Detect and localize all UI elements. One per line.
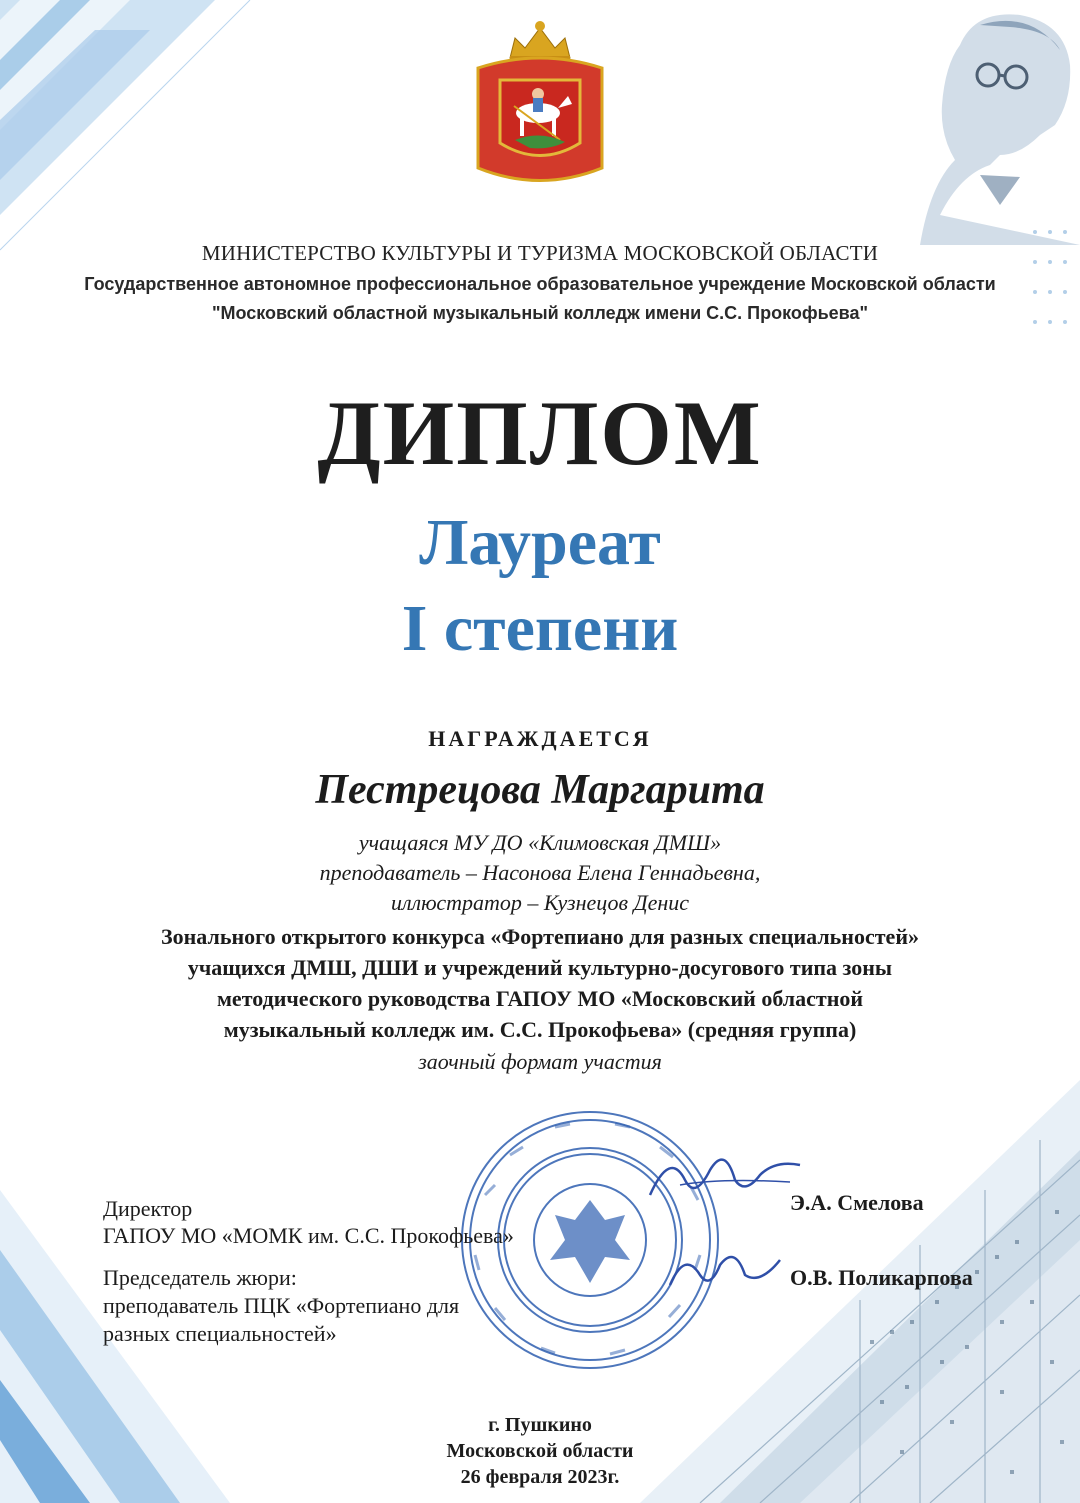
laureate-title: Лауреат xyxy=(419,506,661,579)
coat-of-arms-emblem xyxy=(470,18,610,193)
contest-line-1: Зонального открытого конкурса «Фортепиано для разных специальностей» xyxy=(161,924,919,949)
jury-title-line1: Председатель жюри: xyxy=(103,1265,297,1290)
ministry-heading: МИНИСТЕРСТВО КУЛЬТУРЫ И ТУРИЗМА МОСКОВСКОЙ ОБЛАСТИ xyxy=(201,241,879,265)
composer-portrait-image xyxy=(880,5,1080,245)
laureate-degree: I степени xyxy=(401,592,679,665)
jury-title-line2: преподаватель ПЦК «Фортепиано для xyxy=(103,1293,460,1318)
director-name: Э.А. Смелова xyxy=(790,1190,924,1215)
jury-title-line3: разных специальностей» xyxy=(103,1321,337,1346)
college-name: "Московский областной музыкальный колледж имени С.С. Прокофьева" xyxy=(211,303,869,323)
region-name: Московской области xyxy=(446,1440,634,1462)
recipient-name: Пестрецова Маргарита xyxy=(315,767,765,813)
diploma-title: ДИПЛОМ xyxy=(317,382,763,484)
director-signature xyxy=(640,1140,810,1210)
institution-name: Государственное автономное профессиональное образовательное учреждение Московской области xyxy=(84,274,996,294)
participation-format: заочный формат участия xyxy=(418,1049,662,1074)
director-title-line2: ГАПОУ МО «МОМК им. С.С. Прокофьева» xyxy=(103,1223,514,1248)
city-name: г. Пушкино xyxy=(488,1414,592,1436)
awarded-label: НАГРАЖДАЕТСЯ xyxy=(428,726,652,751)
teacher-name: преподаватель – Насонова Елена Геннадьевна, xyxy=(319,860,761,885)
contest-line-4: музыкальный колледж им. С.С. Прокофьева» (средняя группа) xyxy=(223,1017,857,1042)
director-title-line1: Директор xyxy=(103,1196,193,1221)
jury-signature xyxy=(660,1240,790,1300)
student-school: учащаяся МУ ДО «Климовская ДМШ» xyxy=(358,830,722,855)
illustrator-name: иллюстратор – Кузнецов Денис xyxy=(390,890,690,915)
issue-date: 26 февраля 2023г. xyxy=(460,1466,620,1488)
jury-chair-name: О.В. Поликарпова xyxy=(790,1265,973,1290)
contest-line-3: методического руководства ГАПОУ МО «Московский областной xyxy=(216,986,864,1011)
contest-line-2: учащихся ДМШ, ДШИ и учреждений культурно-досугового типа зоны xyxy=(187,955,893,980)
